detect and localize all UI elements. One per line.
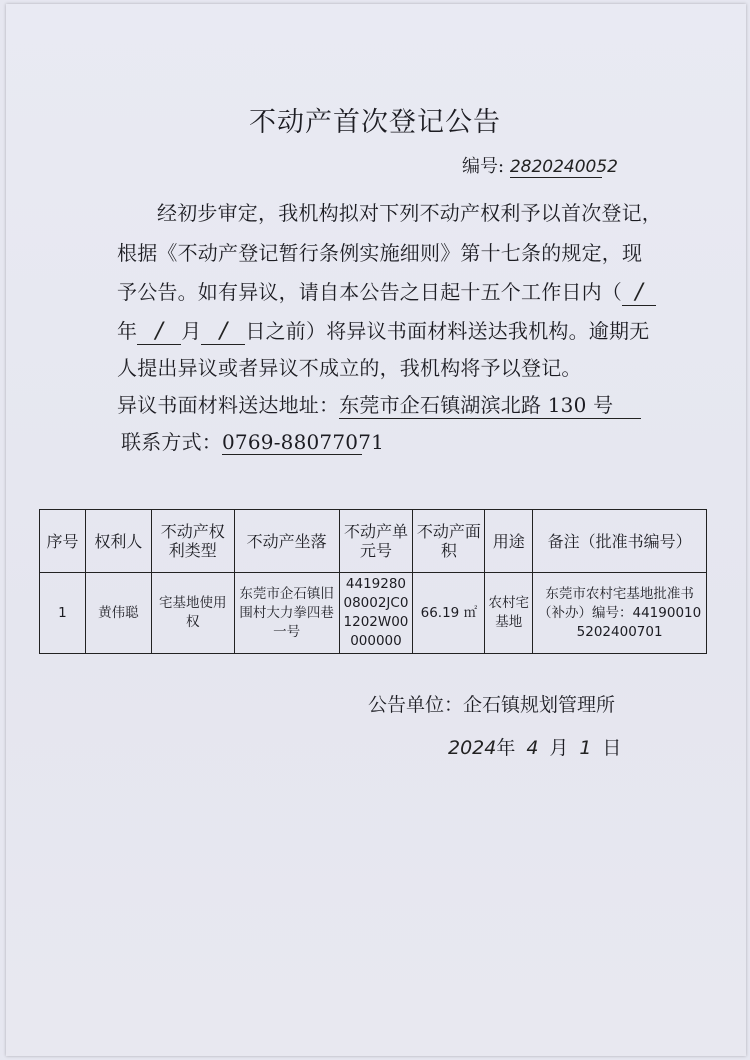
header-cell-unit-number: 不动产单元号 bbox=[339, 510, 413, 573]
header-cell-owner: 权利人 bbox=[85, 510, 151, 573]
address-label: 异议书面材料送达地址： bbox=[117, 393, 340, 417]
contact-row bbox=[121, 426, 385, 455]
paragraph-line-3-text: 予公告。如有异议，请自本公告之日起十五个工作日内（ bbox=[117, 280, 622, 304]
paragraph-line-1: 经初步审定，我机构拟对下列不动产权利予以首次登记， bbox=[157, 201, 662, 225]
number-label: 编号: bbox=[462, 156, 505, 177]
page-title: 不动产首次登记公告 bbox=[249, 107, 501, 138]
contact-label: 联系方式： bbox=[121, 430, 222, 454]
paragraph-line-5: 人提出异议或者异议不成立的，我机构将予以登记。 bbox=[117, 356, 582, 380]
paragraph-line-3 bbox=[117, 276, 656, 306]
header-cell-remarks: 备注（批准书编号） bbox=[533, 510, 707, 573]
table-header-row bbox=[40, 510, 707, 573]
year-char: 年 bbox=[117, 319, 138, 343]
cell-location: 东莞市企石镇旧围村大力拳四巷一号 bbox=[234, 573, 339, 654]
date-day: 1 bbox=[579, 737, 592, 759]
issuer-row bbox=[368, 690, 615, 717]
cell-usage: 农村宅基地 bbox=[485, 573, 533, 654]
blank-month-field: / bbox=[622, 280, 656, 306]
header-cell-area: 不动产面积 bbox=[413, 510, 485, 573]
blank-a-field: / bbox=[137, 319, 181, 345]
address-row bbox=[117, 389, 641, 419]
blank-b-field: / bbox=[201, 319, 245, 345]
date-year: 2024 bbox=[448, 737, 497, 759]
header-cell-location: 不动产坐落 bbox=[234, 510, 339, 573]
date-day-char: 日 bbox=[602, 737, 622, 759]
cell-owner: 黄伟聪 bbox=[85, 573, 151, 654]
cell-index: 1 bbox=[40, 573, 86, 654]
address-value: 东莞市企石镇湖滨北路 130 号 bbox=[339, 389, 641, 419]
header-cell-usage: 用途 bbox=[485, 510, 533, 573]
date-year-char: 年 bbox=[496, 737, 516, 759]
issuer-label: 公告单位： bbox=[368, 694, 464, 716]
cell-remarks: 东莞市农村宅基地批准书（补办）编号：441900105202400701 bbox=[533, 573, 707, 654]
cell-right-type: 宅基地使用权 bbox=[151, 573, 234, 654]
paragraph-line-4 bbox=[117, 315, 649, 345]
number-row bbox=[462, 152, 618, 178]
cell-area: 66.19 ㎡ bbox=[413, 573, 485, 654]
table-row bbox=[40, 573, 707, 654]
contact-value: 0769-88077071 bbox=[222, 430, 385, 454]
header-cell-index: 序号 bbox=[40, 510, 86, 573]
month-char: 月 bbox=[181, 319, 202, 343]
cell-unit-number: 441928008002JC01202W00000000 bbox=[339, 573, 413, 654]
date-month: 4 bbox=[526, 737, 539, 759]
paragraph-line-4-rest: 日之前）将异议书面材料送达我机构。逾期无 bbox=[245, 319, 650, 343]
date-month-char: 月 bbox=[549, 737, 569, 759]
issue-date bbox=[448, 733, 621, 760]
header-cell-right-type: 不动产权利类型 bbox=[151, 510, 234, 573]
number-value: 2820240052 bbox=[509, 157, 618, 177]
issuer-value: 企石镇规划管理所 bbox=[463, 694, 616, 716]
registration-table bbox=[39, 509, 707, 654]
paragraph-line-2: 根据《不动产登记暂行条例实施细则》第十七条的规定，现 bbox=[117, 241, 643, 265]
